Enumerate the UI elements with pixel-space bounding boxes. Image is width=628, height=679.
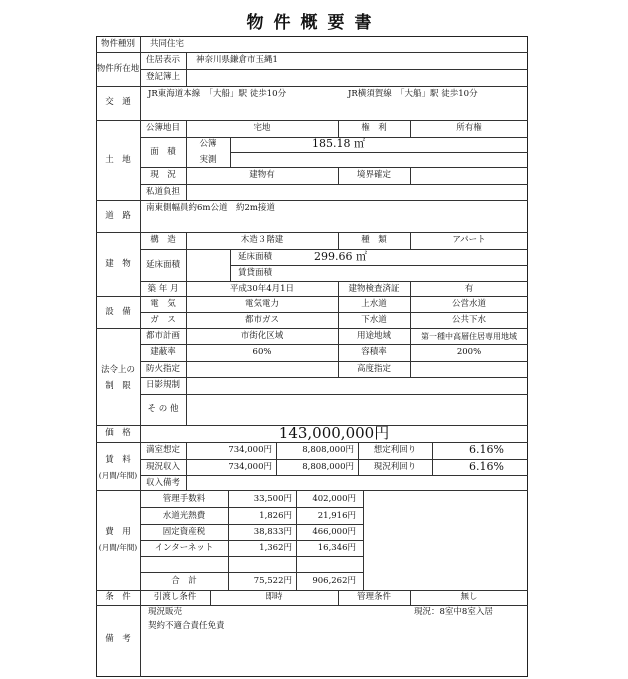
electric-value: 電気電力 — [244, 299, 279, 309]
document-title: 物件概要書 — [246, 13, 382, 33]
cost-year: 466,000円 — [312, 527, 356, 537]
management-value: 無し — [460, 592, 478, 602]
cost-name: 水道光熱費 — [162, 511, 206, 521]
row-line — [96, 232, 528, 233]
cost-year: 21,916円 — [317, 511, 356, 521]
column-line — [410, 167, 411, 184]
current-income-label: 現況収入 — [145, 462, 180, 472]
cost-name: 管理手数料 — [162, 494, 206, 504]
area-label: 面 積 — [150, 147, 176, 157]
city-plan-label: 都市計画 — [145, 331, 180, 341]
current-yield-value: 6.16% — [469, 460, 504, 473]
row-line — [140, 281, 528, 282]
jissoku-label: 実測 — [199, 155, 217, 165]
rental-area-label: 賃貸面積 — [237, 268, 272, 278]
column-line — [186, 52, 187, 86]
inspection-label: 建物検査済証 — [348, 284, 400, 294]
notes-line-2: 契約不適合責任免責 — [148, 621, 225, 631]
rights-value: 所有権 — [456, 123, 482, 133]
legal-label-2: 制 限 — [105, 381, 131, 391]
address-value: 神奈川県鎌倉市玉縄1 — [196, 55, 278, 65]
transport-line-1: JR東海道本線 「大船」駅 徒歩10分 — [148, 89, 287, 99]
column-line — [230, 137, 231, 167]
row-line — [96, 200, 528, 201]
row-line — [140, 167, 528, 168]
row-line — [140, 540, 363, 541]
zoning-value: 第一種中高層住居専用地域 — [421, 332, 517, 341]
row-line — [96, 296, 528, 297]
legal-label-1: 法令上の — [100, 365, 135, 375]
costs-label: 費 用 — [105, 527, 131, 537]
row-line — [140, 507, 363, 508]
cost-month: 38,833円 — [253, 527, 292, 537]
property-type-value: 共同住宅 — [150, 39, 185, 49]
cost-name: 固定資産税 — [162, 527, 206, 537]
rent-sub-label: (月間/年間) — [98, 471, 138, 480]
inspection-value: 有 — [464, 284, 474, 294]
land-current-value: 建物有 — [249, 170, 275, 180]
current-month-value: 734,000円 — [228, 462, 272, 472]
column-line — [228, 490, 229, 590]
row-line — [140, 184, 528, 185]
land-label: 土 地 — [105, 155, 131, 165]
row-line — [96, 490, 528, 491]
column-line — [186, 232, 187, 328]
chimoku-value: 宅地 — [253, 123, 271, 133]
rights-label: 権 利 — [361, 123, 387, 133]
row-line — [96, 86, 528, 87]
current-year-value: 8,808,000円 — [302, 462, 354, 472]
road-label: 道 路 — [105, 211, 131, 221]
expected-yield-label: 想定利回り — [373, 445, 417, 455]
fire-label: 防火指定 — [145, 364, 180, 374]
registry-label: 登記簿上 — [145, 72, 180, 82]
column-line — [186, 328, 187, 425]
building-type-label: 種 類 — [361, 235, 387, 245]
row-line — [96, 442, 528, 443]
row-line — [140, 475, 528, 476]
gas-label: ガ ス — [150, 315, 176, 325]
cost-total-year: 906,262円 — [312, 576, 356, 586]
coverage-value: 60% — [252, 347, 272, 357]
cost-year: 402,000円 — [312, 494, 356, 504]
price-label: 価 格 — [105, 428, 131, 438]
cost-year: 16,346円 — [317, 543, 356, 553]
koubo-value: 185.18 ㎡ — [312, 137, 365, 150]
koubo-label: 公簿 — [199, 139, 217, 149]
cost-month: 1,826円 — [259, 511, 292, 521]
building-type-value: アパート — [452, 235, 486, 245]
full-occupancy-label: 満室想定 — [145, 445, 180, 455]
structure-value: 木造３階建 — [240, 235, 284, 245]
rent-label: 賃 料 — [105, 455, 131, 465]
road-value: 南東側幅員約6m公道 約2m接道 — [146, 203, 275, 213]
current-yield-label: 現況利回り — [373, 462, 417, 472]
facilities-label: 設 備 — [105, 307, 131, 317]
cost-name: インターネット — [154, 543, 214, 553]
column-line — [296, 490, 297, 590]
row-line — [140, 312, 528, 313]
row-line — [96, 590, 528, 591]
water-value: 公営水道 — [451, 299, 486, 309]
far-value: 200% — [456, 347, 482, 357]
building-label: 建 物 — [105, 259, 131, 269]
expected-yield-value: 6.16% — [469, 443, 504, 456]
row-line — [140, 524, 363, 525]
income-remarks-label: 収入備考 — [145, 478, 180, 488]
coverage-label: 建蔽率 — [150, 347, 176, 357]
handover-value: 即時 — [265, 592, 283, 602]
shade-label: 日影規制 — [145, 380, 180, 390]
cost-total-label: 合 計 — [171, 576, 197, 586]
land-current-label: 現 況 — [150, 170, 176, 180]
height-label: 高度指定 — [356, 364, 391, 374]
transport-label: 交 通 — [105, 97, 131, 107]
column-line — [363, 490, 364, 590]
address-label: 住居表示 — [145, 55, 180, 65]
boundary-label: 境界確定 — [356, 170, 391, 180]
row-line — [140, 556, 363, 557]
row-line — [230, 152, 528, 153]
row-line — [96, 52, 528, 53]
electric-label: 電 気 — [150, 299, 176, 309]
price-value: 143,000,000円 — [278, 424, 390, 442]
sewer-value: 公共下水 — [451, 315, 486, 325]
row-line — [140, 394, 528, 395]
row-line — [96, 605, 528, 606]
chimoku-label: 公簿地目 — [145, 123, 180, 133]
structure-label: 構 造 — [150, 235, 176, 245]
total-area-label: 延床面積 — [237, 252, 272, 262]
full-month-value: 734,000円 — [228, 445, 272, 455]
notes-line-1: 現況販売 — [148, 607, 183, 617]
handover-label: 引渡し条件 — [153, 592, 197, 602]
costs-sub-label: (月間/年間) — [98, 543, 138, 552]
built-label: 築 年 月 — [147, 284, 179, 294]
row-line — [96, 120, 528, 121]
row-line — [140, 69, 528, 70]
gas-value: 都市ガス — [244, 315, 279, 325]
row-line — [140, 572, 363, 573]
transport-line-2: JR横須賀線 「大船」駅 徒歩10分 — [348, 89, 478, 99]
far-label: 容積率 — [361, 347, 387, 357]
built-value: 平成30年4月1日 — [229, 284, 295, 294]
row-line — [96, 328, 528, 329]
property-type-label: 物件種別 — [100, 39, 135, 49]
sewer-label: 下水道 — [361, 315, 387, 325]
private-road-label: 私道負担 — [145, 187, 180, 197]
row-line — [140, 361, 528, 362]
occupancy-status: 現況：8室中8室入居 — [414, 607, 493, 617]
row-line — [140, 344, 528, 345]
notes-label: 備 考 — [105, 634, 131, 644]
cost-month: 1,362円 — [259, 543, 292, 553]
zoning-label: 用途地域 — [356, 331, 391, 341]
management-label: 管理条件 — [356, 592, 391, 602]
row-line — [230, 265, 528, 266]
cost-total-month: 75,522円 — [253, 576, 292, 586]
full-year-value: 8,808,000円 — [302, 445, 354, 455]
water-label: 上水道 — [361, 299, 387, 309]
total-area-value: 299.66 ㎡ — [314, 250, 367, 263]
floor-area-label: 延床面積 — [145, 260, 180, 270]
row-line — [140, 377, 528, 378]
location-label: 物件所在地 — [96, 64, 140, 74]
cost-month: 33,500円 — [253, 494, 292, 504]
city-plan-value: 市街化区域 — [240, 331, 284, 341]
other-label: そ の 他 — [147, 404, 179, 414]
conditions-label: 条 件 — [105, 592, 131, 602]
